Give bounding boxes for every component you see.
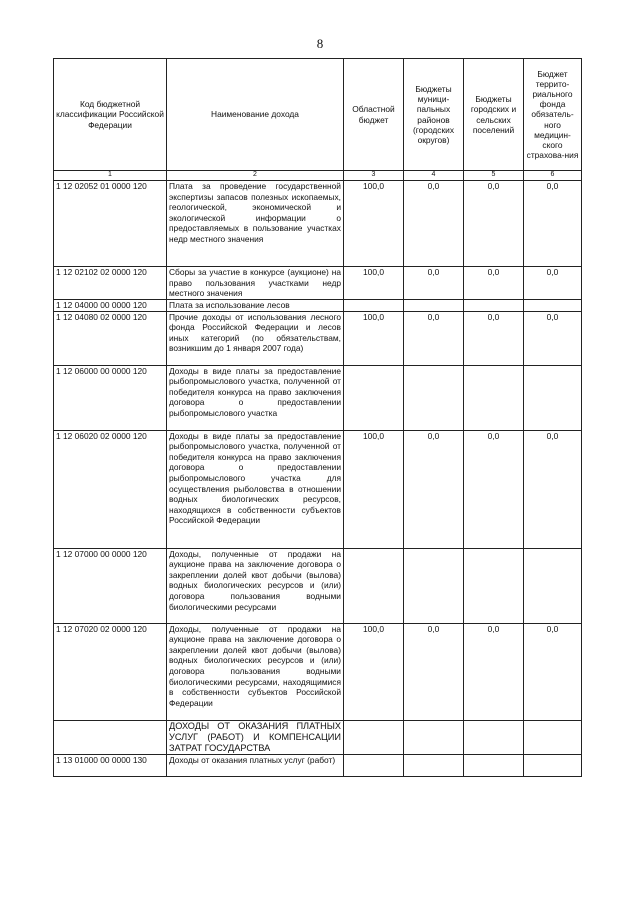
table-row [54, 548, 582, 623]
row-urban-rural-value [464, 720, 524, 754]
row-medical-value [524, 548, 582, 623]
row-urban-rural-value [464, 365, 524, 430]
row-regional-value: 100,0 [344, 430, 404, 548]
row-municipal-value [404, 720, 464, 754]
header-urban-rural-budgets: Бюджеты городских и сельских поселений [464, 59, 524, 171]
row-code: 1 12 06000 00 0000 120 [54, 365, 167, 430]
row-municipal-value [404, 754, 464, 776]
row-name: Доходы, полученные от продажи на аукционе права на заключение договора о закреплении долей квот добычи (вылова) водных биологических ресурсов и (или) договора пользования водными биологическими ресурсами, находящимися в собственности субъектов Российской Федерации [167, 623, 344, 720]
row-municipal-value: 0,0 [404, 430, 464, 548]
table-row [54, 267, 582, 300]
section-heading: ДОХОДЫ ОТ ОКАЗАНИЯ ПЛАТНЫХ УСЛУГ (РАБОТ) И КОМПЕНСАЦИИ ЗАТРАТ ГОСУДАРСТВА [167, 720, 344, 754]
column-number: 1 [54, 171, 167, 181]
row-regional-value [344, 365, 404, 430]
table-row [54, 300, 582, 312]
row-regional-value [344, 300, 404, 312]
row-regional-value: 100,0 [344, 267, 404, 300]
row-code [54, 720, 167, 754]
table-row [54, 720, 582, 754]
row-regional-value [344, 754, 404, 776]
row-urban-rural-value: 0,0 [464, 623, 524, 720]
row-medical-value [524, 720, 582, 754]
revenue-distribution-table [53, 58, 582, 777]
row-municipal-value: 0,0 [404, 181, 464, 267]
table-header-row [54, 59, 582, 171]
table-row [54, 754, 582, 776]
row-code: 1 12 02052 01 0000 120 [54, 181, 167, 267]
row-name: Доходы в виде платы за предоставление рыбопромыслового участка, полученной от победителя конкурса на право заключения договора о предоставлении рыбопромыслового участка [167, 365, 344, 430]
row-municipal-value [404, 365, 464, 430]
column-number: 5 [464, 171, 524, 181]
row-medical-value: 0,0 [524, 267, 582, 300]
row-urban-rural-value: 0,0 [464, 181, 524, 267]
column-number: 2 [167, 171, 344, 181]
row-medical-value [524, 365, 582, 430]
row-code: 1 12 07020 02 0000 120 [54, 623, 167, 720]
row-name: Доходы от оказания платных услуг (работ) [167, 754, 344, 776]
row-municipal-value [404, 300, 464, 312]
row-code: 1 12 04000 00 0000 120 [54, 300, 167, 312]
table-row [54, 430, 582, 548]
header-name: Наименование дохода [167, 59, 344, 171]
header-medical-insurance-fund: Бюджет террито-риального фонда обязатель-ного медицин-ского страхова-ния [524, 59, 582, 171]
row-medical-value: 0,0 [524, 181, 582, 267]
header-code: Код бюджетной классификации Российской Федерации [54, 59, 167, 171]
row-urban-rural-value [464, 754, 524, 776]
column-number-row [54, 171, 582, 181]
row-regional-value: 100,0 [344, 181, 404, 267]
row-code: 1 12 07000 00 0000 120 [54, 548, 167, 623]
row-name: Доходы, полученные от продажи на аукционе права на заключение договора о закреплении долей квот добычи (вылова) водных биологических ресурсов и (или) договора пользования водными биологическими ресурсами [167, 548, 344, 623]
row-name: Плата за использование лесов [167, 300, 344, 312]
row-municipal-value [404, 548, 464, 623]
table-row [54, 623, 582, 720]
row-medical-value: 0,0 [524, 623, 582, 720]
column-number: 3 [344, 171, 404, 181]
row-name: Плата за проведение государственной экспертизы запасов полезных ископаемых, геологической, экономической и экологической информации о предоставляемых в пользование участках недр местного значения [167, 181, 344, 267]
row-regional-value [344, 720, 404, 754]
row-municipal-value: 0,0 [404, 311, 464, 365]
row-municipal-value: 0,0 [404, 267, 464, 300]
header-regional-budget: Областной бюджет [344, 59, 404, 171]
row-municipal-value: 0,0 [404, 623, 464, 720]
row-code: 1 12 06020 02 0000 120 [54, 430, 167, 548]
row-medical-value: 0,0 [524, 311, 582, 365]
row-regional-value: 100,0 [344, 311, 404, 365]
row-code: 1 13 01000 00 0000 130 [54, 754, 167, 776]
table-row [54, 181, 582, 267]
row-code: 1 12 02102 02 0000 120 [54, 267, 167, 300]
row-urban-rural-value [464, 300, 524, 312]
row-regional-value: 100,0 [344, 623, 404, 720]
row-name: Доходы в виде платы за предоставление рыбопромыслового участка, полученной от победителя конкурса на право заключения договора о предоставлении рыбопромыслового участка для осуществления рыболовства в отношении водных биологических ресурсов, находящихся в собственности субъектов Российской Федерации [167, 430, 344, 548]
header-municipal-budgets: Бюджеты муници-пальных районов (городских округов) [404, 59, 464, 171]
row-urban-rural-value [464, 548, 524, 623]
row-medical-value: 0,0 [524, 430, 582, 548]
table-row [54, 311, 582, 365]
row-medical-value [524, 300, 582, 312]
row-name: Сборы за участие в конкурсе (аукционе) на право пользования участками недр местного значения [167, 267, 344, 300]
row-name: Прочие доходы от использования лесного фонда Российской Федерации и лесов иных категорий (по обязательствам, возникшим до 1 января 2007 года) [167, 311, 344, 365]
row-urban-rural-value: 0,0 [464, 430, 524, 548]
row-urban-rural-value: 0,0 [464, 267, 524, 300]
column-number: 4 [404, 171, 464, 181]
row-regional-value [344, 548, 404, 623]
table-row [54, 365, 582, 430]
column-number: 6 [524, 171, 582, 181]
row-urban-rural-value: 0,0 [464, 311, 524, 365]
page-number: 8 [316, 36, 324, 51]
row-code: 1 12 04080 02 0000 120 [54, 311, 167, 365]
row-medical-value [524, 754, 582, 776]
